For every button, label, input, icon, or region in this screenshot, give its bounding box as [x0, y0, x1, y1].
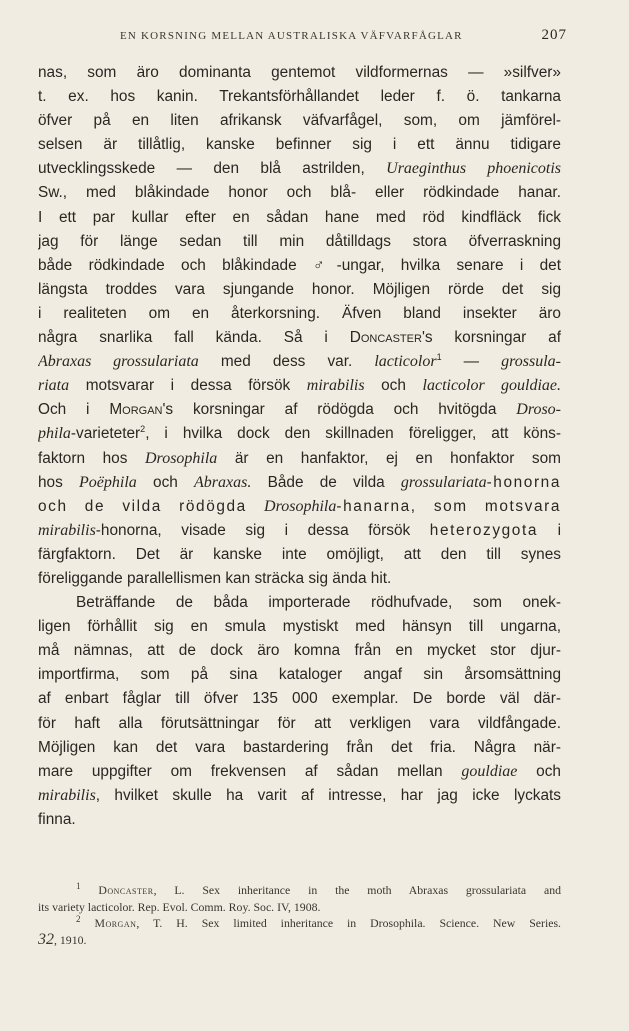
text-line — [38, 519, 561, 543]
text-line — [38, 157, 561, 181]
text-run: är en hanfaktor, ej en honfaktor som — [217, 449, 561, 467]
footnote-ref: 1 — [436, 352, 442, 362]
species-name: grossulariata — [400, 473, 487, 491]
paragraph-1 — [38, 61, 561, 591]
text-line: ligen förhållit sig en smula mystiskt med hänsyn till ungarna, — [38, 618, 561, 636]
text-run: faktorn hos — [38, 449, 145, 467]
species-name: lacticolor gouldiae. — [422, 377, 561, 395]
spaced-text: heterozygota — [429, 521, 538, 539]
text-run: och — [517, 762, 561, 780]
spaced-text: -honorna — [486, 473, 561, 491]
body-text — [38, 61, 561, 832]
species-name: Abraxas. — [194, 473, 252, 491]
species-name: mirabilis — [306, 377, 365, 395]
text-line — [38, 326, 561, 350]
text-run: och — [136, 473, 195, 491]
footnote-ref: 2 — [140, 424, 146, 435]
text-line: Möjligen kan det vara bastardering från det fria. Några när- — [38, 738, 561, 756]
text-line: Beträffande de båda importerade rödhufvade, som onek- — [76, 594, 561, 612]
text-line: af enbart fåglar till öfver 135 000 exemplar. De borde väl där- — [38, 690, 561, 708]
footnote-1-cont: its variety lacticolor. Rep. Evol. Comm. Roy. Soc. IV, 1908. — [38, 899, 321, 914]
text-run: både rödkindade och blåkindade — [38, 256, 313, 274]
footnote-mark: 2 — [76, 915, 81, 925]
text-run: , i hvilka dock den skillnaden föreligger, att köns- — [145, 425, 561, 443]
spaced-text: och de vilda rödögda — [38, 497, 265, 515]
text-run: 's korsningar af rödögda och hvitögda — [162, 401, 517, 419]
text-line: Sw., med blåkindade honor och blå- eller rödkindade hanar. — [38, 184, 561, 202]
text-line: öfver på en liten afrikansk väfvarfågel, som, om jämförel- — [38, 112, 561, 130]
species-name: lacticolor — [374, 353, 437, 371]
male-symbol: ♂ — [312, 256, 337, 274]
footnotes — [38, 882, 561, 948]
footnote-text: , T. H. Sex limited inheritance in Drosophila. Science. New Series. — [136, 916, 561, 930]
text-line: må nämnas, att de dock äro komna från en mycket stor djur- — [38, 642, 561, 660]
text-line: t. ex. hos kanin. Trekantsförhållandet leder f. ö. tankarna — [38, 88, 561, 106]
footnote-1 — [38, 882, 561, 899]
page-number: 207 — [541, 27, 567, 43]
running-head: EN KORSNING MELLAN AUSTRALISKA VÄFVARFÅGLAR — [120, 30, 463, 42]
species-name: Drosophila — [145, 449, 218, 467]
species-name: mirabilis — [38, 786, 96, 804]
text-line: nas, som äro dominanta gentemot vildformernas — »silfver» — [38, 64, 561, 81]
footnote-2-cont — [38, 932, 561, 949]
text-run: -honorna, visade sig i dessa försök — [95, 521, 430, 539]
text-line: för haft alla förutsättningar för att verkligen vara vildfångade. — [38, 714, 561, 732]
text-line — [38, 374, 561, 398]
species-name: grossula- — [501, 353, 561, 371]
text-run: — — [441, 353, 502, 371]
text-line — [38, 422, 561, 446]
text-line: I ett par kullar efter en sådan hane med röd kindfläck fick — [38, 208, 561, 226]
text-line — [38, 760, 561, 784]
footnote-2 — [38, 915, 561, 932]
text-run: hos — [38, 473, 80, 491]
text-run: -ungar, hvilka senare i det — [336, 256, 561, 274]
volume-number: 32 — [38, 931, 54, 948]
footnote-author: Doncaster — [98, 883, 154, 897]
text-run: utvecklingsskede — den blå astrilden, — [38, 160, 387, 178]
author-name: Doncaster — [349, 329, 422, 347]
text-run: i — [537, 521, 561, 539]
species-name: Drosophila — [264, 497, 337, 515]
text-line: föreliggande parallellismen kan sträcka sig ända hit. — [38, 569, 392, 587]
footnote-mark: 1 — [76, 882, 81, 892]
species-name: gouldiae — [461, 762, 518, 780]
text-run: 's korsningar af — [421, 329, 561, 347]
species-name: mirabilis — [38, 521, 96, 539]
text-line: importfirma, som på sina kataloger angaf sin årsomsättning — [38, 666, 561, 684]
text-line: finna. — [38, 810, 76, 828]
text-run: Och i — [38, 401, 110, 419]
species-name: Uraeginthus phoenicotis — [386, 160, 561, 178]
text-run: -varieteter — [70, 425, 141, 443]
text-run: motsvarar i dessa försök — [69, 377, 307, 395]
text-run: Både de vilda — [251, 473, 401, 491]
text-run: med dess var. — [198, 353, 375, 371]
footnote-text: , L. Sex inheritance in the moth Abraxas grossulariata and — [153, 883, 561, 897]
species-name: riata — [38, 377, 70, 395]
text-run: några snarlika fall kända. Så i — [38, 329, 350, 347]
text-line: jag för länge sedan till min dåtilldags stora öfverraskning — [38, 232, 561, 250]
text-line: selsen är tillåtlig, kanske befinner sig i ett ännu tidigare — [38, 136, 561, 154]
text-run: och — [364, 377, 423, 395]
spaced-text: -hanarna, som motsvara — [336, 497, 561, 515]
text-run: , hvilket skulle ha varit af intresse, har jag icke lyckats — [95, 786, 561, 804]
text-line: längsta troddes vara sjungande honor. Möjligen rörde det sig — [38, 280, 561, 298]
footnote-text: , 1910. — [54, 932, 87, 947]
text-line: färgfaktorn. Det är kanske inte omöjligt, att den till synes — [38, 545, 561, 563]
author-name: Morgan — [109, 401, 163, 419]
text-run: mare uppgifter om frekvensen af sådan mellan — [38, 762, 462, 780]
species-name: Droso- — [516, 401, 561, 419]
species-name: Poëphila — [79, 473, 137, 491]
species-name: Abraxas grossulariata — [38, 353, 199, 371]
species-name: phila — [38, 425, 71, 443]
paragraph-2 — [38, 591, 561, 832]
text-line — [38, 254, 561, 278]
text-line — [38, 471, 561, 495]
text-line — [38, 350, 561, 374]
footnote-author: Morgan — [94, 916, 137, 930]
text-line — [38, 398, 561, 422]
text-line: i realiteten om en återkorsning. Äfven bland insekter äro — [38, 304, 561, 322]
text-line — [38, 495, 561, 519]
text-line — [38, 784, 561, 808]
text-line — [38, 447, 561, 471]
